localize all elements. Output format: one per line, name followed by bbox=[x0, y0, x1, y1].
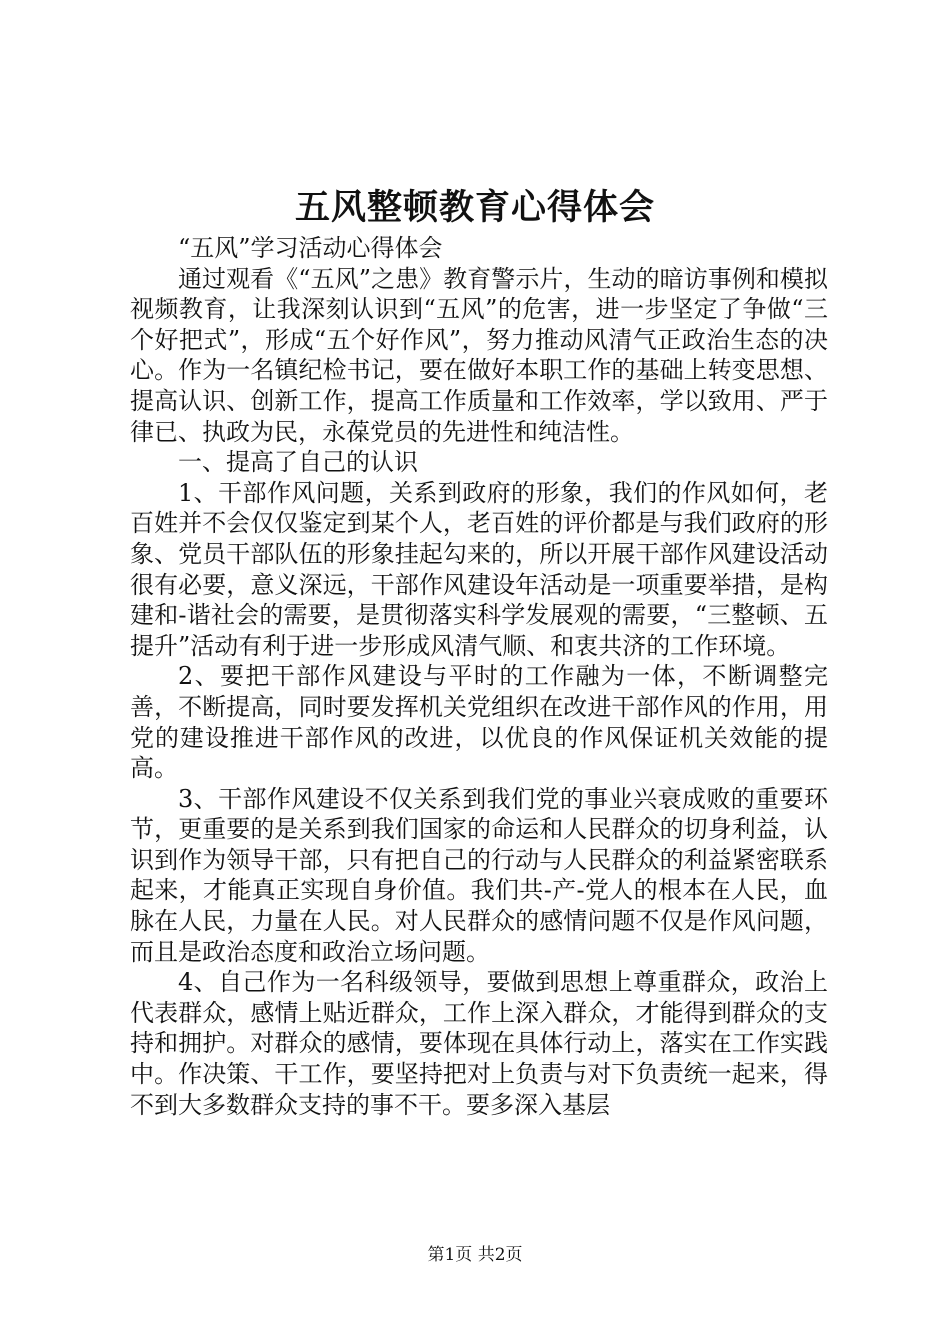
page-footer: 第1页 共2页 bbox=[427, 1245, 523, 1265]
document-body bbox=[130, 233, 828, 1120]
paragraph: 3、干部作风建设不仅关系到我们党的事业兴衰成败的重要环节，更重要的是关系到我们国家的命运和人民群众的切身利益，认识到作为领导干部，只有把自己的行动与人民群众的利益紧密联系起来，才能真正实现自身价值。我们共-产-党人的根本在人民，血脉在人民，力量在人民。对人民群众的感情问题不仅是作风问题，而且是政治态度和政治立场问题。 bbox=[130, 784, 828, 966]
paragraph: 通过观看《“五风”之患》教育警示片，生动的暗访事例和模拟视频教育，让我深刻认识到“五风”的危害，进一步坚定了争做“三个好把式”，形成“五个好作风”，努力推动风清气正政治生态的决心。作为一名镇纪检书记，要在做好本职工作的基础上转变思想、提高认识、创新工作，提高工作质量和工作效率，学以致用、严于律已、执政为民，永葆党员的先进性和纯洁性。 bbox=[130, 264, 828, 446]
paragraph: 1、干部作风问题，关系到政府的形象，我们的作风如何，老百姓并不会仅仅鉴定到某个人，老百姓的评价都是与我们政府的形象、党员干部队伍的形象挂起勾来的，所以开展干部作风建设活动很有必要，意义深远，干部作风建设年活动是一项重要举措，是构建和-谐社会的需要，是贯彻落实科学发展观的需要，“三整顿、五提升”活动有利于进一步形成风清气顺、和衷共济的工作环境。 bbox=[130, 478, 828, 660]
paragraph: 4、自己作为一名科级领导，要做到思想上尊重群众，政治上代表群众，感情上贴近群众，工作上深入群众，才能得到群众的支持和拥护。对群众的感情，要体现在具体行动上，落实在工作实践中。作决策、干工作，要坚持把对上负责与对下负责统一起来，得不到大多数群众支持的事不干。要多深入基层 bbox=[130, 968, 828, 1119]
paragraph: 2、要把干部作风建设与平时的工作融为一体，不断调整完善，不断提高，同时要发挥机关党组织在改进干部作风的作用，用党的建设推进干部作风的改进，以优良的作风保证机关效能的提高。 bbox=[130, 662, 828, 783]
section-heading: 一、提高了自己的认识 bbox=[178, 448, 418, 477]
paragraph-subtitle: “五风”学习活动心得体会 bbox=[178, 234, 443, 262]
document-title: 五风整顿教育心得体会 bbox=[294, 187, 655, 228]
